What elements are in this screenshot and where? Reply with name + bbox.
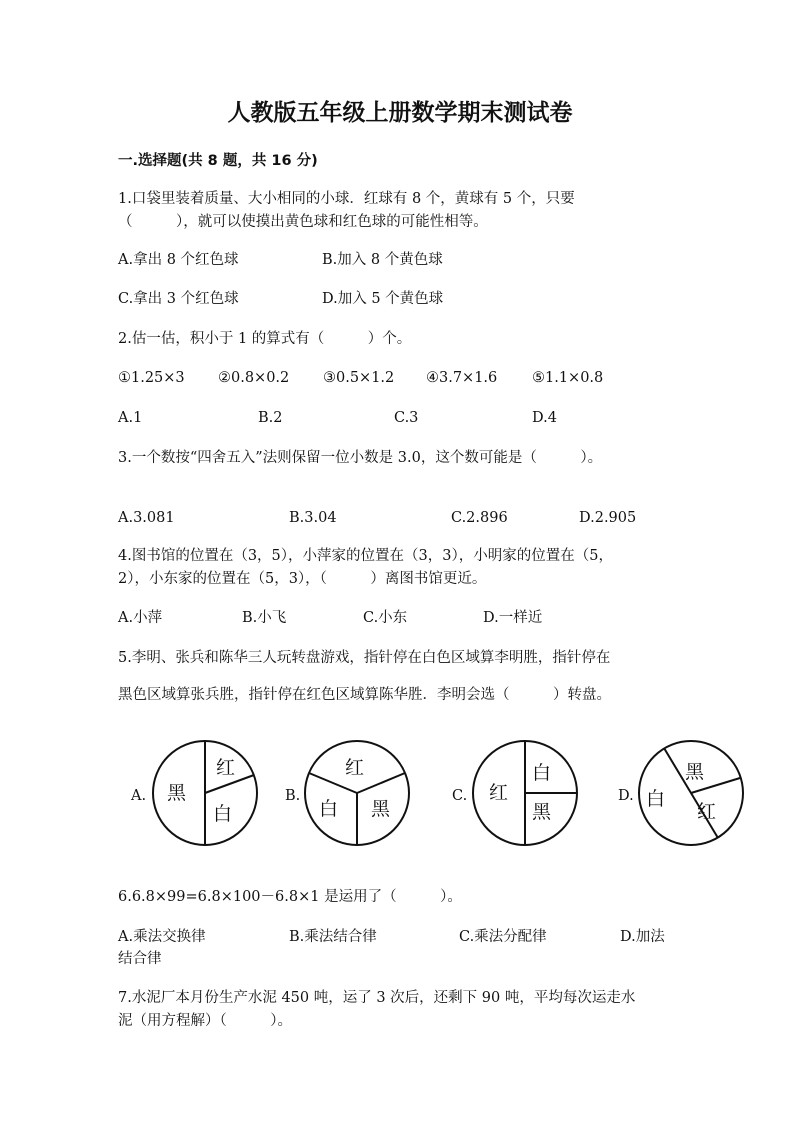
question-1-option-c: C.拿出 3 个红色球 [118,291,239,307]
question-1-option-a: A.拿出 8 个红色球 [118,252,239,268]
question-3-option-b: B.3.04 [289,510,337,526]
question-4-option-a: A.小萍 [118,610,163,626]
section-heading: 一.选择题(共 8 题，共 16 分) [118,153,318,169]
question-5-line-2: 黑色区域算张兵胜，指针停在红色区域算陈华胜．李明会选（ ）转盘。 [118,687,611,703]
segment-red-label: 红 [697,801,717,823]
question-2-expr-2: ②0.8×0.2 [218,370,290,386]
segment-white-label: 白 [213,803,233,825]
question-6-option-d-continued: 结合律 [118,951,162,967]
spinner-a [150,738,260,848]
segment-white-label: 白 [319,798,339,820]
segment-black-label: 黑 [532,801,552,823]
question-4-option-d: D.一样近 [483,610,543,626]
segment-black-label: 黑 [371,798,391,820]
question-2-option-d: D.4 [532,410,557,426]
question-1-option-b: B.加入 8 个黄色球 [322,252,443,268]
segment-red-label: 红 [216,757,236,779]
spinner-c-label: C. [452,788,468,804]
segment-red-label: 红 [489,782,509,804]
question-6-option-b: B.乘法结合律 [289,929,377,945]
spinner-c [470,738,580,848]
spinner-d [636,738,746,848]
question-1-line-2: （ ），就可以使摸出黄色球和红色球的可能性相等。 [118,214,488,230]
question-6-text: 6.6.8×99=6.8×100－6.8×1 是运用了（ ）。 [118,889,462,905]
question-2-expr-3: ③0.5×1.2 [323,370,395,386]
question-1-option-d: D.加入 5 个黄色球 [322,291,444,307]
spinner-b [302,738,412,848]
question-2-option-b: B.2 [258,410,283,426]
question-7-line-1: 7.水泥厂本月份生产水泥 450 吨，运了 3 次后，还剩下 90 吨，平均每次运走水 [118,990,636,1006]
segment-white-label: 白 [532,762,552,784]
segment-black-label: 黑 [167,782,187,804]
question-2-expr-1: ①1.25×3 [118,370,185,386]
question-3-option-d: D.2.905 [579,510,637,526]
question-2-expr-4: ④3.7×1.6 [426,370,498,386]
spinner-b-label: B. [285,788,301,804]
question-7-line-2: 泥（用方程解）（ ）。 [118,1013,292,1029]
spinner-a-label: A. [131,788,147,804]
question-4-line-1: 4.图书馆的位置在（3，5），小萍家的位置在（3，3），小明家的位置在（5， [118,548,613,564]
question-2-option-a: A.1 [118,410,143,426]
segment-black-label: 黑 [685,761,705,783]
question-4-option-b: B.小飞 [242,610,287,626]
question-6-option-d: D.加法 [620,929,665,945]
spinner-d-label: D. [618,788,634,804]
question-3-text: 3.一个数按“四舍五入”法则保留一位小数是 3.0，这个数可能是（ ）。 [118,450,603,466]
question-6-option-c: C.乘法分配律 [459,929,547,945]
question-1-line-1: 1.口袋里装着质量、大小相同的小球．红球有 8 个，黄球有 5 个，只要 [118,191,575,207]
segment-white-label: 白 [646,788,666,810]
question-6-option-a: A.乘法交换律 [118,929,206,945]
question-2-expr-5: ⑤1.1×0.8 [532,370,604,386]
question-3-option-c: C.2.896 [451,510,508,526]
question-4-option-c: C.小东 [363,610,408,626]
segment-red-label: 红 [345,757,365,779]
question-2-option-c: C.3 [394,410,419,426]
question-2-text: 2.估一估，积小于 1 的算式有（ ）个。 [118,331,412,347]
question-4-line-2: 2），小东家的位置在（5，3），（ ）离图书馆更近。 [118,571,487,587]
page-title: 人教版五年级上册数学期末测试卷 [227,100,573,126]
question-3-option-a: A.3.081 [118,510,175,526]
question-5-line-1: 5.李明、张兵和陈华三人玩转盘游戏，指针停在白色区域算李明胜，指针停在 [118,650,611,666]
